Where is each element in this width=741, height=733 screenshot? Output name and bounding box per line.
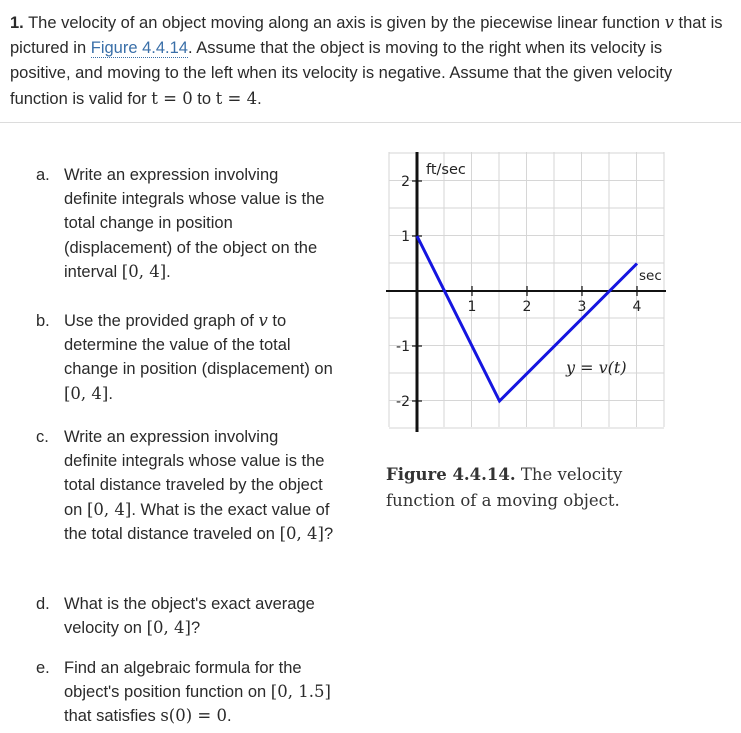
problem-statement — [10, 10, 725, 112]
task-b — [36, 309, 336, 425]
x-tick-label: 1 — [467, 299, 477, 315]
problem-text-5: . — [257, 90, 262, 108]
t-end: t = 4 — [215, 89, 258, 108]
caption-text: The velocity function of a moving object. — [386, 465, 623, 510]
task-a-end: . — [166, 262, 171, 281]
task-a-interval: [0, 4] — [121, 261, 167, 281]
task-d-text: What is the object's exact average velocity on — [64, 595, 315, 638]
problem-text-4: to — [197, 90, 212, 108]
task-a-label: a. — [36, 166, 50, 184]
task-a-text: Write an expression involving definite integrals whose value is the total change in position (displacement) of the object on the interval — [64, 166, 325, 281]
figure-caption — [386, 462, 666, 514]
y-tick-label: -2 — [396, 394, 410, 410]
problem-number: 1. — [10, 14, 24, 32]
divider — [0, 122, 741, 123]
t-start: t = 0 — [151, 89, 193, 108]
problem-text-1: The velocity of an object moving along an axis is given by the piecewise linear function — [28, 14, 661, 32]
velocity-graph-svg — [386, 152, 666, 432]
task-e-condition: s(0) = 0 — [160, 706, 227, 726]
task-c-label: c. — [36, 428, 49, 446]
task-c-text-2: . What is the exact value of the total distance traveled on — [64, 500, 330, 543]
var-v: v — [664, 13, 674, 32]
task-b-text-1: Use the provided graph of — [64, 312, 254, 330]
task-e-end: . — [226, 707, 232, 726]
task-c-interval-1: [0, 4] — [86, 499, 132, 519]
x-tick-label: 4 — [632, 299, 642, 315]
x-tick-label: 3 — [577, 299, 587, 315]
caption-number: Figure 4.4.14. — [386, 465, 516, 484]
curve-label: y = v(t) — [566, 358, 627, 377]
task-e-text-2: that satisfies — [64, 707, 156, 726]
task-b-text-2: to determine the value of the total change in position (displacement) on — [64, 312, 333, 379]
task-c-interval-2: [0, 4] — [279, 523, 324, 543]
y-tick-label: 2 — [401, 174, 410, 190]
task-d — [36, 592, 336, 656]
task-e-label: e. — [36, 659, 50, 677]
problem-text-2: that is pictured in — [10, 14, 723, 57]
task-c-end: ? — [323, 524, 334, 543]
task-d-interval: [0, 4] — [146, 618, 191, 638]
task-e-text: Find an algebraic formula for the object's position function on — [64, 659, 302, 702]
task-c-text-1: Write an expression involving definite integrals whose value is the total distance traveled by the object on — [64, 428, 325, 519]
y-tick-label: -1 — [396, 339, 410, 355]
x-axis-units: sec — [639, 268, 662, 284]
task-c — [36, 425, 336, 592]
task-d-end: ? — [190, 619, 201, 638]
task-b-label: b. — [36, 312, 50, 330]
task-list — [36, 163, 336, 729]
x-tick-label: 2 — [522, 299, 532, 315]
task-a — [36, 163, 336, 309]
figure-link[interactable]: Figure 4.4.14 — [90, 39, 188, 57]
task-e-interval: [0, 1.5] — [270, 682, 331, 702]
task-b-var: v — [258, 311, 268, 330]
task-d-label: d. — [36, 595, 50, 613]
task-b-interval: [0, 4] — [64, 383, 109, 403]
velocity-graph — [386, 152, 666, 432]
task-e — [36, 656, 336, 729]
y-tick-label: 1 — [401, 229, 410, 245]
problem-text-3: . Assume that the object is moving to the right when its velocity is positive, and moving to the left when its velocity is negative. Assume that the given velocity function is valid for — [10, 39, 673, 108]
task-b-end: . — [108, 384, 113, 403]
y-axis-units: ft/sec — [426, 162, 466, 178]
